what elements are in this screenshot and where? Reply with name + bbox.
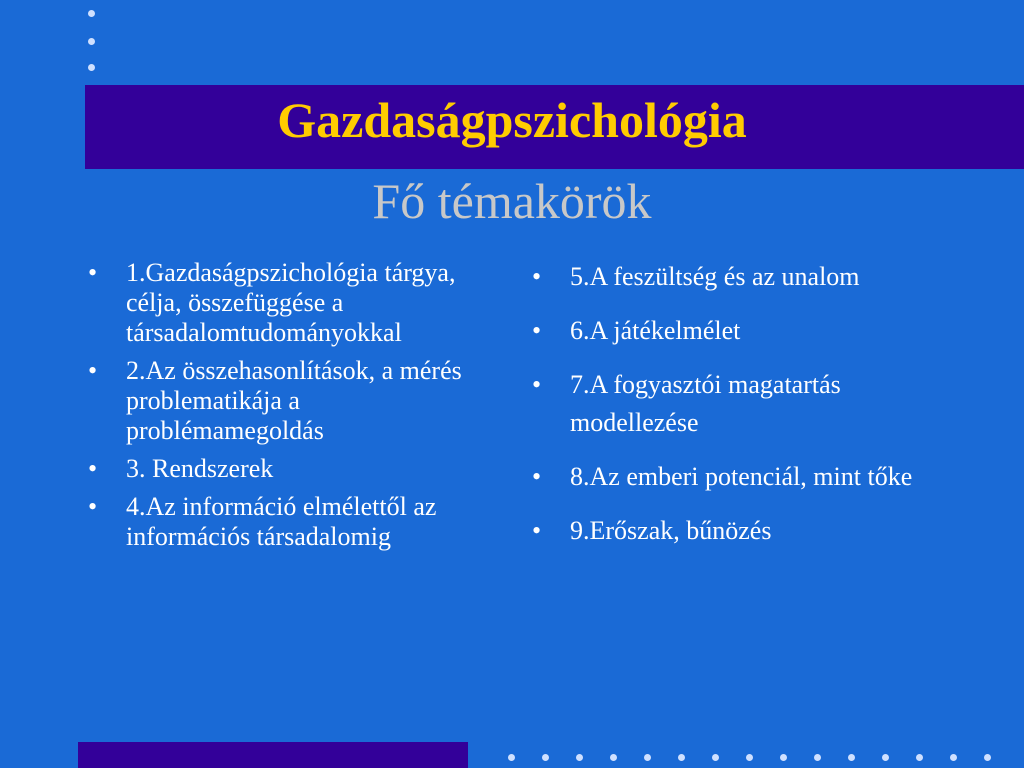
bullet-icon: • (532, 262, 542, 291)
list-item: • 1.Gazdaságpszichológia tárgya, célja, összefüggése a társadalomtudományokkal (88, 258, 456, 347)
bullet-icon: • (88, 454, 98, 483)
slide-title: Gazdaságpszichológia (277, 92, 747, 148)
dot (88, 64, 95, 71)
bullet-icon: • (532, 316, 542, 345)
decorative-dots-horizontal (508, 754, 1008, 762)
list-item: • 9.Erőszak, bűnözés (532, 512, 952, 550)
list-item: • 4.Az információ elmélettől az információs társadalomig (88, 492, 437, 551)
list-item: • 5.A feszültség és az unalom (532, 258, 952, 296)
dot (644, 754, 651, 761)
dot (678, 754, 685, 761)
dot (984, 754, 991, 761)
slide-subtitle: Fő témakörök (372, 173, 652, 229)
bullet-icon: • (88, 356, 98, 385)
list-item: • 2.Az összehasonlítások, a mérés problematikája a problémamegoldás (88, 356, 462, 445)
left-bullet-list (88, 258, 498, 560)
bullet-icon: • (532, 462, 542, 491)
bottom-band (78, 742, 468, 768)
list-item: • 3. Rendszerek (88, 454, 274, 483)
dot (610, 754, 617, 761)
dot (950, 754, 957, 761)
dot (88, 38, 95, 45)
dot (882, 754, 889, 761)
dot (576, 754, 583, 761)
dot (916, 754, 923, 761)
dot (780, 754, 787, 761)
bullet-icon: • (532, 370, 542, 399)
dot (508, 754, 515, 761)
bullet-icon: • (88, 492, 98, 521)
dot (848, 754, 855, 761)
dot (542, 754, 549, 761)
dot (88, 10, 95, 17)
bullet-icon: • (532, 516, 542, 545)
list-item: • 8.Az emberi potenciál, mint tőke (532, 458, 952, 496)
decorative-dots-vertical (88, 10, 100, 80)
list-item: • 6.A játékelmélet (532, 312, 952, 350)
dot (712, 754, 719, 761)
right-bullet-list (532, 258, 952, 566)
bullet-icon: • (88, 258, 98, 287)
list-item: • 7.A fogyasztói magatartás modellezése (532, 366, 952, 442)
dot (814, 754, 821, 761)
dot (746, 754, 753, 761)
